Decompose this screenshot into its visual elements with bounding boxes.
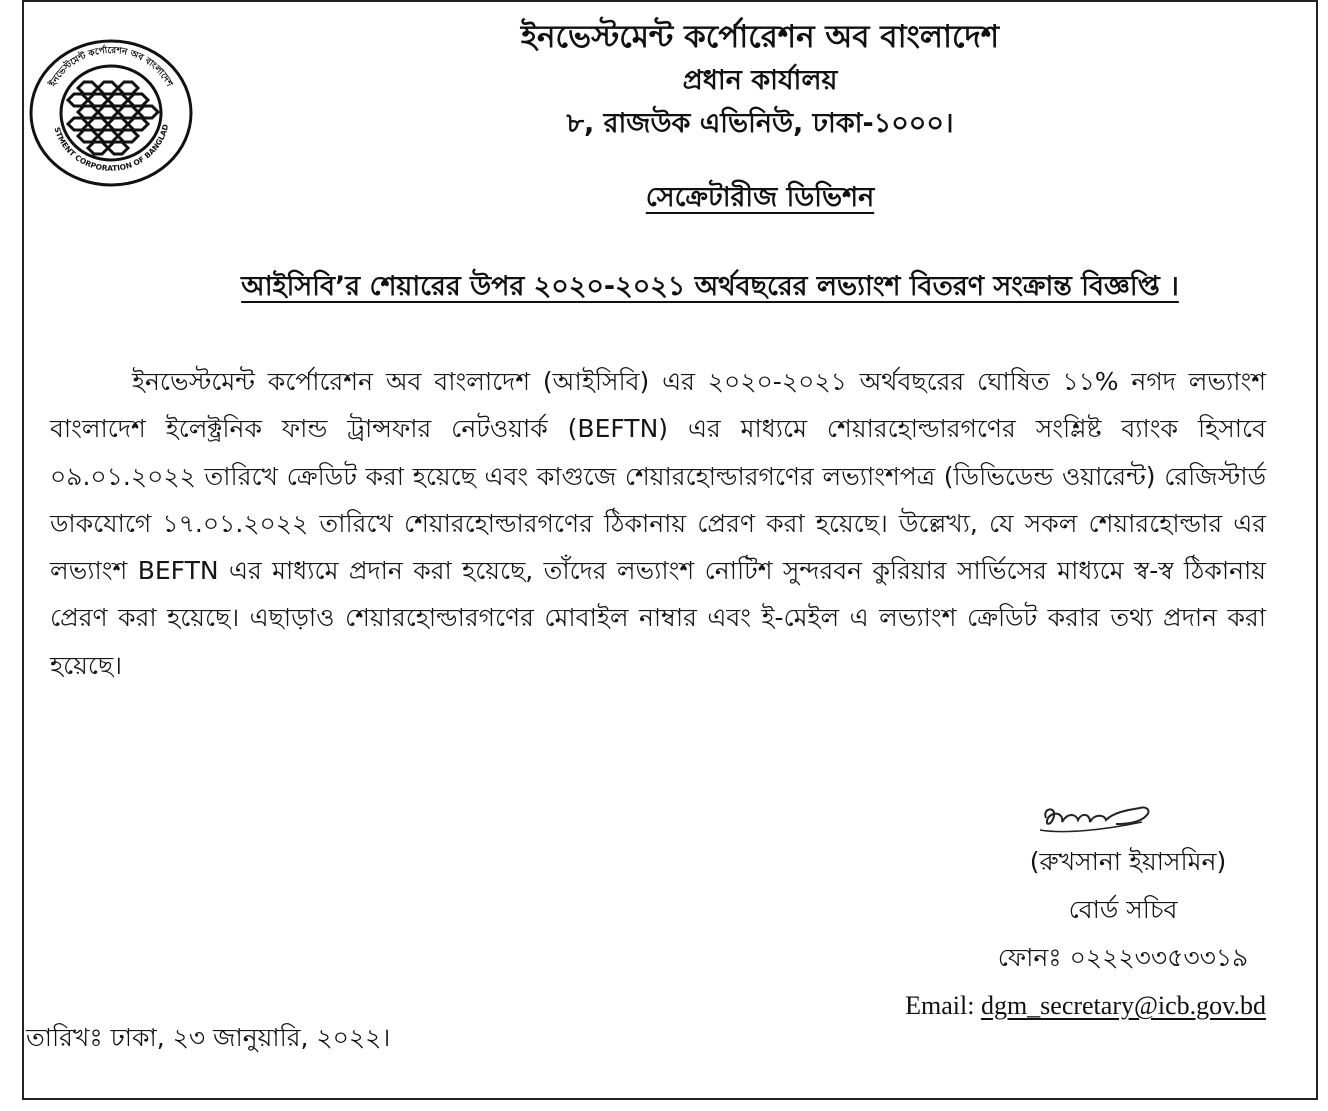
signatory-email xyxy=(800,982,1266,1030)
email-label: Email: xyxy=(905,991,975,1020)
notice-title xyxy=(140,265,1280,309)
org-name: ইনভেস্টমেন্ট কর্পোরেশন অব বাংলাদেশ xyxy=(520,19,1000,55)
notice-title-text: আইসিবি’র শেয়ারের উপর ২০২০-২০২১ অর্থবছরের লভ্যাংশ বিতরণ সংক্রান্ত বিজ্ঞপ্তি । xyxy=(241,271,1179,302)
seal-text-top: ইনভেস্টমেন্ট কর্পোরেশন অব বাংলাদেশ xyxy=(48,45,174,89)
email-link[interactable]: dgm_secretary@icb.gov.bd xyxy=(980,991,1266,1020)
division-heading xyxy=(540,176,980,220)
seal-text-bottom: STMENT CORPORATION OF BANGLAD xyxy=(52,123,171,173)
signatory-name: (রুখসানা ইয়াসমিন) xyxy=(1029,847,1227,876)
notice-body: ইনভেস্টমেন্ট কর্পোরেশন অব বাংলাদেশ (আইসিবি) এর ২০২০-২০২১ অর্থবছরের ঘোষিত ১১% নগদ লভ্যাংশ বাংলাদেশ ইলেক্ট্রনিক ফান্ড ট্রান্সফার নেটওয়ার্ক (BEFTN) এর মাধ্যমে শেয়ারহোল্ডারগণের সংশ্লিষ্ট ব্যাংক হিসাবে ০৯.০১.২০২২ তারিখে ক্রেডিট করা হয়েছে এবং কাগুজে শেয়ারহোল্ডারগণের লভ্যাংশপত্র (ডিভিডেন্ড ওয়ারেন্ট) রেজিস্টার্ড ডাকযোগে ১৭.০১.২০২২ তারিখে শেয়ারহোল্ডারগণের ঠিকানায় প্রেরণ করা হয়েছে। উল্লেখ্য, যে সকল শেয়ারহোল্ডার এর লভ্যাংশ BEFTN এর মাধ্যমে প্রদান করা হয়েছে, তাঁদের লভ্যাংশ নোটিশ সুন্দরবন কুরিয়ার সার্ভিসের মাধ্যমে স্ব-স্ব ঠিকানায় প্রেরণ করা হয়েছে। এছাড়াও শেয়ারহোল্ডারগণের মোবাইল নাম্বার এবং ই-মেইল এ লভ্যাংশ ক্রেডিট করার তথ্য প্রদান করা হয়েছে। xyxy=(50,367,1266,680)
hexagon-seal-icon xyxy=(26,38,196,188)
office-address: ৮, রাজউক এভিনিউ, ঢাকা-১০০০। xyxy=(566,108,954,139)
signatory-block xyxy=(800,838,1266,1030)
issue-date: তারিখঃ ঢাকা, ২৩ জানুয়ারি, ২০২২। xyxy=(26,1023,391,1052)
division-name: সেক্রেটারীজ ডিভিশন xyxy=(645,182,875,213)
head-office: প্রধান কার্যালয় xyxy=(682,65,838,96)
signatory-phone: ফোনঃ ০২২২৩৩৫৩৩১৯ xyxy=(997,943,1249,972)
signatory-designation: বোর্ড সচিব xyxy=(1068,895,1178,924)
letterhead xyxy=(380,14,1140,146)
